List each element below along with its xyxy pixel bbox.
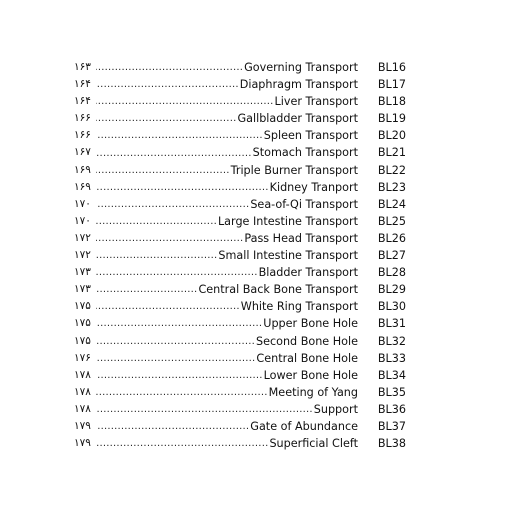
page-number: ۱۶۴ <box>74 95 91 108</box>
toc-entry <box>74 315 406 332</box>
point-code: BL28 <box>377 266 406 280</box>
dot-leader <box>96 213 217 230</box>
toc-entry <box>74 213 406 230</box>
dot-leader <box>96 418 249 435</box>
toc-entry <box>74 196 406 213</box>
point-code: BL20 <box>377 129 406 143</box>
page-number: ۱۷۶ <box>74 351 91 364</box>
point-code: BL38 <box>377 437 406 451</box>
dot-leader <box>96 315 262 332</box>
toc-entry <box>74 333 406 350</box>
page-number: ۱۶۶ <box>74 112 91 125</box>
dot-leader <box>96 333 255 350</box>
entry-title: White Ring Transport <box>240 300 358 314</box>
page-number: ۱۷۳ <box>74 283 91 296</box>
toc-entry <box>74 298 406 315</box>
entry-title: Support <box>313 402 358 416</box>
page-number: ۱۶۹ <box>74 163 91 176</box>
toc-entry <box>74 281 406 298</box>
dot-leader <box>96 247 217 264</box>
entry-title: Governing Transport <box>244 61 358 74</box>
page-number: ۱۷۵ <box>74 300 91 313</box>
entry-title: Superficial Cleft <box>269 437 358 451</box>
toc-entry <box>74 76 406 93</box>
page-number: ۱۷۲ <box>74 231 91 244</box>
point-code: BL33 <box>377 351 406 365</box>
point-code: BL34 <box>377 368 406 382</box>
dot-leader <box>96 162 230 179</box>
entry-title: Bladder Transport <box>258 266 358 280</box>
dot-leader <box>96 230 243 247</box>
page-number: ۱۷۲ <box>74 249 91 262</box>
point-code: BL24 <box>377 197 406 211</box>
dot-leader <box>96 435 268 452</box>
toc-entry <box>74 247 406 264</box>
point-code: BL32 <box>377 334 406 348</box>
toc-entry <box>74 59 406 76</box>
page-number: ۱۷۹ <box>74 437 91 450</box>
point-code: BL36 <box>377 402 406 416</box>
point-code: BL31 <box>377 317 406 331</box>
page-number: ۱۷۰ <box>74 197 91 210</box>
toc-entry <box>74 162 406 179</box>
entry-title: Pass Head Transport <box>244 231 358 245</box>
page-number: ۱۶۴ <box>74 78 91 91</box>
page-number: ۱۶۷ <box>74 146 91 159</box>
entry-title: Large Intestine Transport <box>217 214 358 228</box>
point-code: BL27 <box>377 249 406 263</box>
entry-title: Stomach Transport <box>252 146 358 160</box>
dot-leader <box>96 127 263 144</box>
dot-leader <box>96 298 240 315</box>
toc-entry <box>74 264 406 281</box>
toc-entry <box>74 435 406 452</box>
entry-title: Central Back Bone Transport <box>198 283 358 297</box>
point-code: BL29 <box>377 283 406 297</box>
dot-leader <box>96 281 197 298</box>
dot-leader <box>96 179 269 196</box>
page-number: ۱۶۳ <box>74 61 91 73</box>
point-code: BL26 <box>377 231 406 245</box>
page-number: ۱۷۹ <box>74 419 91 432</box>
dot-leader <box>96 110 236 127</box>
page-number: ۱۷۰ <box>74 214 91 227</box>
page-number: ۱۷۳ <box>74 266 91 279</box>
point-code: BL30 <box>377 300 406 314</box>
point-code: BL22 <box>377 163 406 177</box>
toc-entry <box>74 127 406 144</box>
dot-leader <box>96 384 268 401</box>
page-number: ۱۶۶ <box>74 129 91 142</box>
point-code: BL37 <box>377 419 406 433</box>
toc-entry <box>74 350 406 367</box>
dot-leader <box>96 196 249 213</box>
point-code: BL16 <box>377 61 406 74</box>
toc-entry <box>74 230 406 247</box>
entry-title: Gallbladder Transport <box>237 112 358 126</box>
page-number: ۱۷۵ <box>74 334 91 347</box>
dot-leader <box>96 367 263 384</box>
entry-title: Meeting of Yang <box>268 385 358 399</box>
toc-entry <box>74 179 406 196</box>
point-code: BL17 <box>377 78 406 92</box>
page-number: ۱۷۵ <box>74 317 91 330</box>
dot-leader <box>96 350 255 367</box>
entry-title: Sea-of-Qi Transport <box>250 197 358 211</box>
entry-title: Liver Transport <box>274 95 358 109</box>
entry-title: Upper Bone Hole <box>263 317 358 331</box>
table-of-contents <box>74 59 406 452</box>
dot-leader <box>96 93 274 110</box>
page-number: ۱۶۹ <box>74 180 91 193</box>
toc-entry <box>74 367 406 384</box>
entry-title: Spleen Transport <box>263 129 358 143</box>
point-code: BL25 <box>377 214 406 228</box>
dot-leader <box>96 76 239 93</box>
dot-leader <box>96 264 258 281</box>
page-number: ۱۷۸ <box>74 402 91 415</box>
entry-title: Diaphragm Transport <box>239 78 358 92</box>
point-code: BL21 <box>377 146 406 160</box>
dot-leader <box>96 59 243 76</box>
page-number: ۱۷۸ <box>74 368 91 381</box>
point-code: BL23 <box>377 180 406 194</box>
entry-title: Kidney Tranport <box>269 180 358 194</box>
toc-entry <box>74 110 406 127</box>
toc-entry <box>74 401 406 418</box>
toc-entry <box>74 144 406 161</box>
entry-title: Central Bone Hole <box>256 351 358 365</box>
point-code: BL18 <box>377 95 406 109</box>
point-code: BL19 <box>377 112 406 126</box>
entry-title: Small Intestine Transport <box>218 249 358 263</box>
page-number: ۱۷۸ <box>74 385 91 398</box>
dot-leader <box>96 145 252 162</box>
toc-entry <box>74 418 406 435</box>
entry-title: Gate of Abundance <box>250 419 358 433</box>
entry-title: Lower Bone Hole <box>263 368 358 382</box>
toc-entry <box>74 93 406 110</box>
point-code: BL35 <box>377 385 406 399</box>
toc-entry <box>74 384 406 401</box>
entry-title: Second Bone Hole <box>255 334 358 348</box>
dot-leader <box>96 401 313 418</box>
entry-title: Triple Burner Transport <box>230 163 358 177</box>
